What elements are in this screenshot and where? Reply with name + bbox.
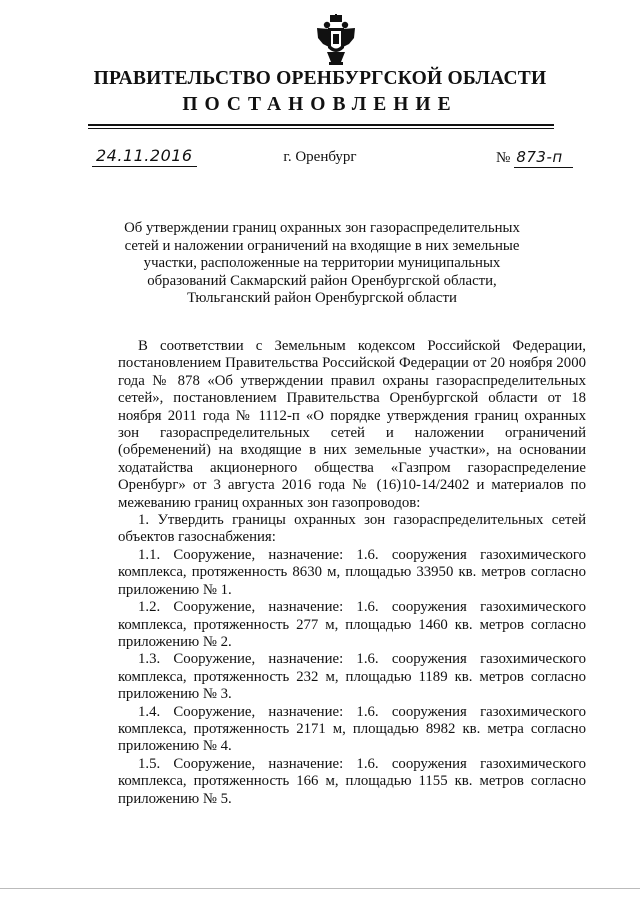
body-subitem-1-3: 1.3. Сооружение, назначение: 1.6. сооружения газохимического комплекса, протяженность 232 м, площадью 1189 кв. метров согласно приложению № 3. — [118, 651, 586, 703]
number-sign: № — [496, 150, 511, 166]
body-item-1: 1. Утвердить границы охранных зон газораспределительных сетей объектов газоснабжения: — [118, 512, 586, 546]
organization-title: ПРАВИТЕЛЬСТВО ОРЕНБУРГСКОЙ ОБЛАСТИ — [93, 68, 547, 89]
number-value: 873-п — [514, 148, 572, 168]
subject-line: участки, расположенные на территории муниципальных — [143, 255, 501, 271]
header-rule-thick — [88, 124, 554, 126]
header-rule-thin — [88, 128, 554, 129]
document-body — [118, 338, 586, 808]
coat-of-arms-icon — [315, 14, 357, 66]
subject-line: Об утверждении границ охранных зон газораспределительных — [124, 220, 520, 236]
body-subitem-1-5: 1.5. Сооружение, назначение: 1.6. сооружения газохимического комплекса, протяженность 166 м, площадью 1155 кв. метров согласно приложению № 5. — [118, 755, 586, 807]
subject-line: сетей и наложении ограничений на входящие в них земельные — [124, 237, 520, 254]
page-bottom-edge — [0, 888, 640, 889]
subject-line: образований Сакмарский район Оренбургской области, — [147, 272, 497, 289]
document-date: 24.11.2016 — [92, 146, 197, 167]
body-intro-paragraph: В соответствии с Земельным кодексом Российской Федерации, постановлением Правительства Российской Федерации от 20 ноября 2000 года № 878 «Об утверждении правил охраны газораспределительных сетей», постановлением Правительства Оренбургской области от 18 ноября 2011 года № 1112-п «О порядке утверждения границ охранных зон газораспределительных сетей и наложении ограничений (обременений) на входящие в них земельные участки», на основании ходатайства акционерного общества «Газпром газораспределение Оренбург» от 3 августа 2016 года № (16)10-14/2402 и материалов по межеванию границ охранных зон газопроводов: — [118, 338, 586, 511]
body-subitem-1-1: 1.1. Сооружение, назначение: 1.6. сооружения газохимического комплекса, протяженность 8630 м, площадью 33950 кв. метров согласно приложению № 1. — [118, 546, 586, 598]
document-number — [496, 148, 573, 167]
body-subitem-1-4: 1.4. Сооружение, назначение: 1.6. сооружения газохимического комплекса, протяженность 2171 м, площадью 8982 кв. метра согласно приложению № 4. — [118, 703, 586, 755]
body-subitem-1-2: 1.2. Сооружение, назначение: 1.6. сооружения газохимического комплекса, протяженность 277 м, площадью 1460 кв. метров согласно приложению № 2. — [118, 599, 586, 650]
document-type: ПОСТАНОВЛЕНИЕ — [182, 94, 458, 115]
subject-line: Тюльганский район Оренбургской области — [187, 290, 457, 306]
document-subject — [120, 220, 524, 308]
document-city: г. Оренбург — [283, 149, 357, 165]
